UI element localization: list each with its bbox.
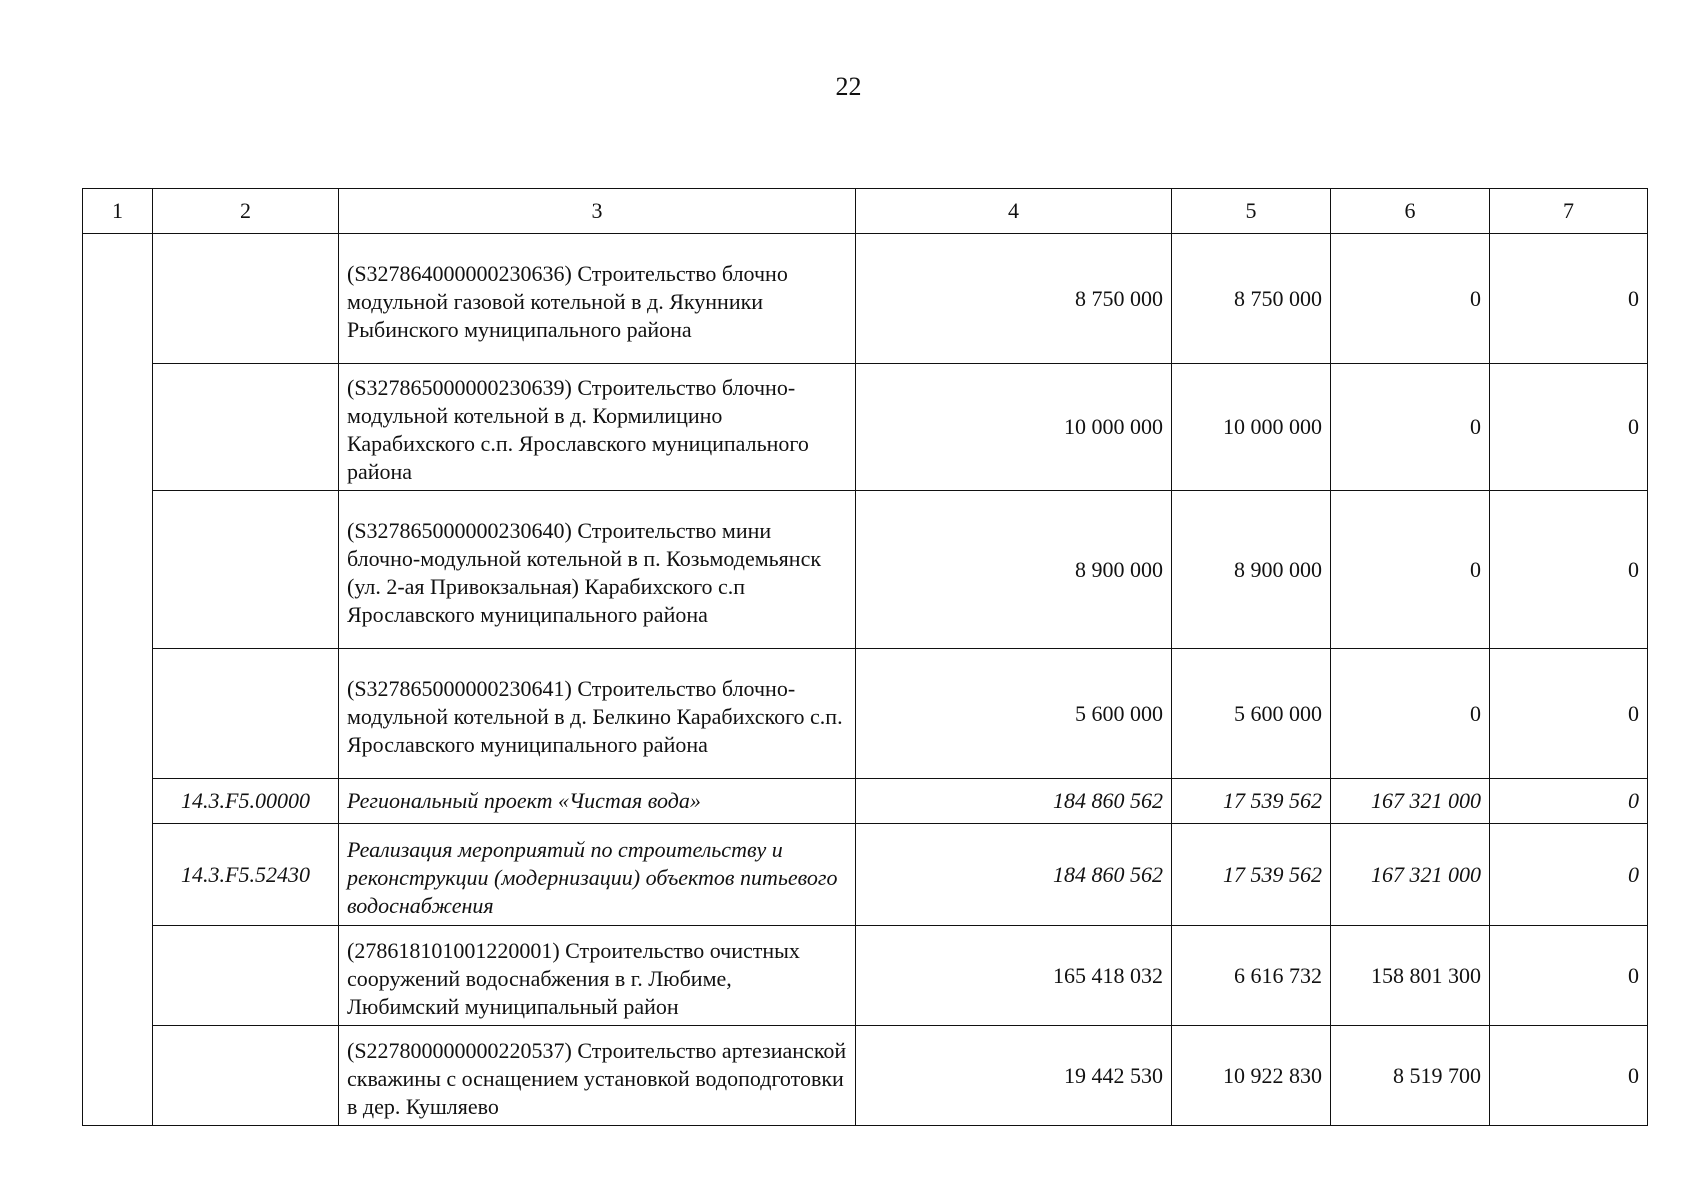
row-code bbox=[153, 926, 339, 1026]
row-col4-value: 165 418 032 bbox=[856, 926, 1172, 1026]
column-1-merged-cell bbox=[83, 234, 153, 1126]
row-col7-value: 0 bbox=[1490, 779, 1648, 824]
table-row bbox=[83, 1026, 1648, 1126]
row-col6-value: 0 bbox=[1331, 649, 1490, 779]
row-col6-value: 0 bbox=[1331, 491, 1490, 649]
row-code bbox=[153, 364, 339, 491]
header-cell: 5 bbox=[1172, 189, 1331, 234]
row-col5-value: 10 000 000 bbox=[1172, 364, 1331, 491]
row-description: Реализация мероприятий по строительству и реконструкции (модернизации) объектов питьевого водоснабжения bbox=[339, 824, 856, 926]
budget-table bbox=[82, 188, 1648, 1126]
row-code bbox=[153, 234, 339, 364]
row-code bbox=[153, 1026, 339, 1126]
row-col5-value: 10 922 830 bbox=[1172, 1026, 1331, 1126]
row-code bbox=[153, 649, 339, 779]
row-code bbox=[153, 491, 339, 649]
row-col7-value: 0 bbox=[1490, 234, 1648, 364]
row-col5-value: 17 539 562 bbox=[1172, 824, 1331, 926]
header-cell: 3 bbox=[339, 189, 856, 234]
row-col6-value: 0 bbox=[1331, 364, 1490, 491]
row-col7-value: 0 bbox=[1490, 491, 1648, 649]
row-col5-value: 8 900 000 bbox=[1172, 491, 1331, 649]
row-col5-value: 8 750 000 bbox=[1172, 234, 1331, 364]
row-col6-value: 0 bbox=[1331, 234, 1490, 364]
row-col7-value: 0 bbox=[1490, 649, 1648, 779]
row-col5-value: 6 616 732 bbox=[1172, 926, 1331, 1026]
row-col6-value: 167 321 000 bbox=[1331, 779, 1490, 824]
table-row bbox=[83, 779, 1648, 824]
table-row bbox=[83, 926, 1648, 1026]
row-col7-value: 0 bbox=[1490, 926, 1648, 1026]
row-col4-value: 10 000 000 bbox=[856, 364, 1172, 491]
row-col4-value: 8 900 000 bbox=[856, 491, 1172, 649]
table-row bbox=[83, 491, 1648, 649]
row-col4-value: 19 442 530 bbox=[856, 1026, 1172, 1126]
row-description: (S327865000000230639) Строительство блочно-модульной котельной в д. Кормилицино Карабихского с.п. Ярославского муниципального района bbox=[339, 364, 856, 491]
header-cell: 6 bbox=[1331, 189, 1490, 234]
row-col6-value: 167 321 000 bbox=[1331, 824, 1490, 926]
row-description: (S227800000000220537) Строительство артезианской скважины с оснащением установкой водоподготовки в дер. Кушляево bbox=[339, 1026, 856, 1126]
row-col4-value: 5 600 000 bbox=[856, 649, 1172, 779]
row-description: (278618101001220001) Строительство очистных сооружений водоснабжения в г. Любиме, Любимский муниципальный район bbox=[339, 926, 856, 1026]
row-code: 14.3.F5.00000 bbox=[153, 779, 339, 824]
row-col4-value: 8 750 000 bbox=[856, 234, 1172, 364]
table-row bbox=[83, 649, 1648, 779]
row-col4-value: 184 860 562 bbox=[856, 824, 1172, 926]
row-description: (S327864000000230636) Строительство блочно модульной газовой котельной в д. Якунники Рыбинского муниципального района bbox=[339, 234, 856, 364]
row-code: 14.3.F5.52430 bbox=[153, 824, 339, 926]
table-row bbox=[83, 824, 1648, 926]
row-col6-value: 158 801 300 bbox=[1331, 926, 1490, 1026]
page-number: 22 bbox=[835, 72, 862, 101]
header-cell: 2 bbox=[153, 189, 339, 234]
table-row bbox=[83, 234, 1648, 364]
row-description: Региональный проект «Чистая вода» bbox=[339, 779, 856, 824]
row-description: (S327865000000230640) Строительство мини блочно-модульной котельной в п. Козьмодемьянск (ул. 2-ая Привокзальная) Карабихского с.п Ярославского муниципального района bbox=[339, 491, 856, 649]
row-description: (S327865000000230641) Строительство блочно-модульной котельной в д. Белкино Карабихского с.п. Ярославского муниципального района bbox=[339, 649, 856, 779]
row-col7-value: 0 bbox=[1490, 824, 1648, 926]
header-cell: 1 bbox=[83, 189, 153, 234]
row-col7-value: 0 bbox=[1490, 364, 1648, 491]
header-cell: 7 bbox=[1490, 189, 1648, 234]
row-col6-value: 8 519 700 bbox=[1331, 1026, 1490, 1126]
header-cell: 4 bbox=[856, 189, 1172, 234]
row-col7-value: 0 bbox=[1490, 1026, 1648, 1126]
row-col5-value: 17 539 562 bbox=[1172, 779, 1331, 824]
row-col4-value: 184 860 562 bbox=[856, 779, 1172, 824]
row-col5-value: 5 600 000 bbox=[1172, 649, 1331, 779]
table-row bbox=[83, 364, 1648, 491]
table-header-row bbox=[83, 189, 1648, 234]
